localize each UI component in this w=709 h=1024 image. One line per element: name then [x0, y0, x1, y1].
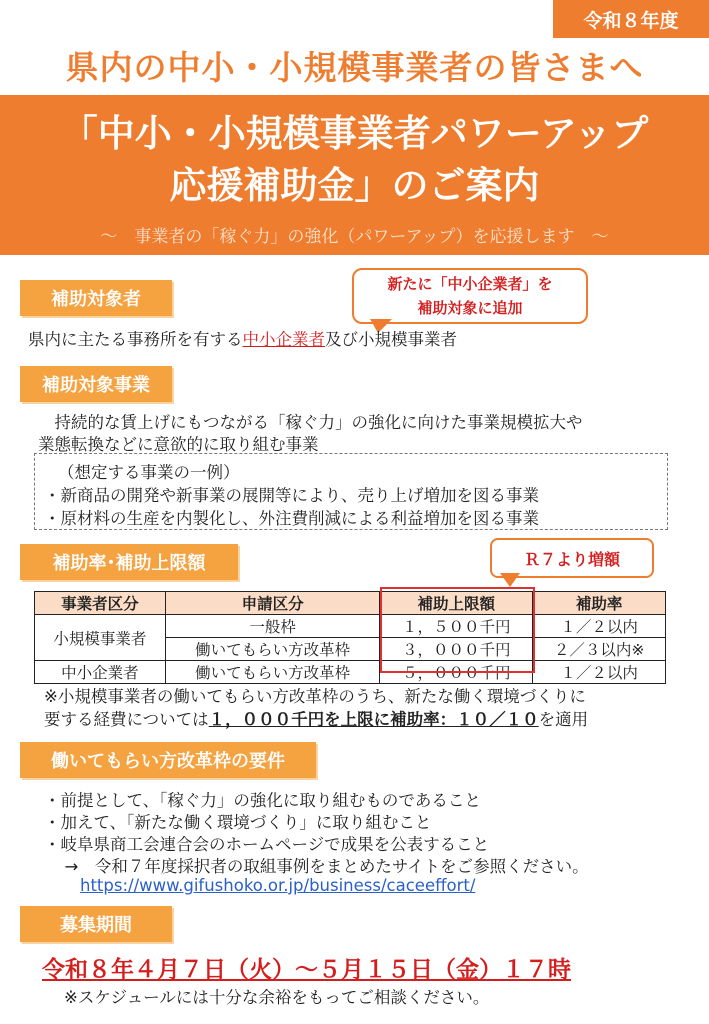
cell-rate: １／２以内: [533, 661, 666, 684]
rate-note-line1: ※小規模事業者の働いてもらい方改革枠のうち、新たな働く環境づくりに: [44, 687, 586, 706]
callout-increase-tail: [500, 573, 520, 587]
limit-highlight-box: [380, 587, 535, 673]
cell-limit: １，５００千円: [380, 615, 533, 638]
rate-note-line2: [44, 706, 588, 730]
rate-note-before: 要する経費については: [44, 710, 209, 729]
reform-item-3: ・岐阜県商工会連合会のホームページで成果を公表すること: [44, 835, 490, 854]
header-category: 事業者区分: [35, 592, 166, 615]
hero-title-line2: 応援補助金」のご案内: [169, 164, 540, 207]
header-limit: 補助上限額: [380, 592, 533, 615]
reform-link[interactable]: https://www.gifushoko.or.jp/business/caceeffort/: [80, 876, 476, 895]
rate-note-after: を適用: [538, 710, 589, 729]
target-text-before: 県内に主たる事務所を有する: [28, 330, 243, 349]
application-period: 令和８年４月７日（火）～５月１５日（金）１７時: [42, 957, 571, 983]
year-badge: 令和８年度: [553, 0, 709, 38]
cell-type: 働いてもらい方改革枠: [165, 661, 380, 684]
reform-arrow-note: → 令和７年度採択者の取組事例をまとめたサイトをご参照ください。: [48, 857, 589, 876]
business-desc-line1: 持続的な賃上げにもつながる「稼ぐ力」の強化に向けた事業規模拡大や: [38, 413, 583, 432]
callout-new-line1: 新たに「中小企業者」を: [387, 275, 553, 293]
example-item-2: ・原材料の生産を内製化し、外注費削減による利益増加を図る事業: [44, 509, 539, 528]
cell-type: 一般枠: [165, 615, 380, 638]
section-tag-rate: 補助率･補助上限額: [20, 544, 238, 580]
callout-new-line2: 補助対象に追加: [417, 299, 523, 317]
cell-rate: １／２以内: [533, 615, 666, 638]
section-tag-business: 補助対象事業: [20, 366, 172, 402]
cell-rate: ２／３以内※: [533, 638, 666, 661]
cell-limit: ３，０００千円: [380, 638, 533, 661]
cell-limit: ５，０００千円: [380, 661, 533, 684]
section-tag-reform: 働いてもらい方改革枠の要件: [20, 742, 316, 778]
cell-type: 働いてもらい方改革枠: [165, 638, 380, 661]
business-desc-line2: 業態転換などに意欲的に取り組む事業: [38, 435, 319, 454]
hero-subtitle: ～ 事業者の「稼ぐ力」の強化（パワーアップ）を応援します ～: [100, 227, 609, 247]
hero-title: [0, 108, 709, 212]
target-text-highlight: 中小企業者: [242, 330, 325, 349]
cell-category: 中小企業者: [35, 661, 166, 684]
cell-category: 小規模事業者: [35, 615, 166, 661]
header-type: 申請区分: [165, 592, 380, 615]
header-rate: 補助率: [533, 592, 666, 615]
hero-title-line1: 「中小・小規模事業者パワーアップ: [60, 112, 649, 155]
example-item-1: ・新商品の開発や新事業の展開等により、売り上げ増加を図る事業: [44, 486, 539, 505]
section-tag-period: 募集期間: [20, 906, 172, 942]
target-text-after: 及び小規模事業者: [325, 330, 457, 349]
examples-title: （想定する事業の一例）: [58, 463, 240, 482]
table-row: [35, 661, 666, 684]
period-note: ※スケジュールには十分な余裕をもってご相談ください。: [64, 988, 490, 1007]
callout-increase: Ｒ７より増額: [490, 538, 654, 578]
reform-item-2: ・加えて、「新たな働く環境づくり」に取り組むこと: [44, 813, 432, 832]
rate-note-emph: １，０００千円を上限に補助率：１０／１０: [208, 710, 539, 729]
table-header-row: [35, 592, 666, 615]
reform-item-1: ・前提として、「稼ぐ力」の強化に取り組むものであること: [44, 791, 481, 810]
table-row: [35, 615, 666, 638]
page-headline: 県内の中小・小規模事業者の皆さまへ: [65, 48, 644, 87]
callout-new-target: [352, 268, 588, 324]
target-text: [28, 326, 457, 350]
section-tag-target: 補助対象者: [20, 280, 172, 316]
rate-table: [34, 591, 666, 684]
